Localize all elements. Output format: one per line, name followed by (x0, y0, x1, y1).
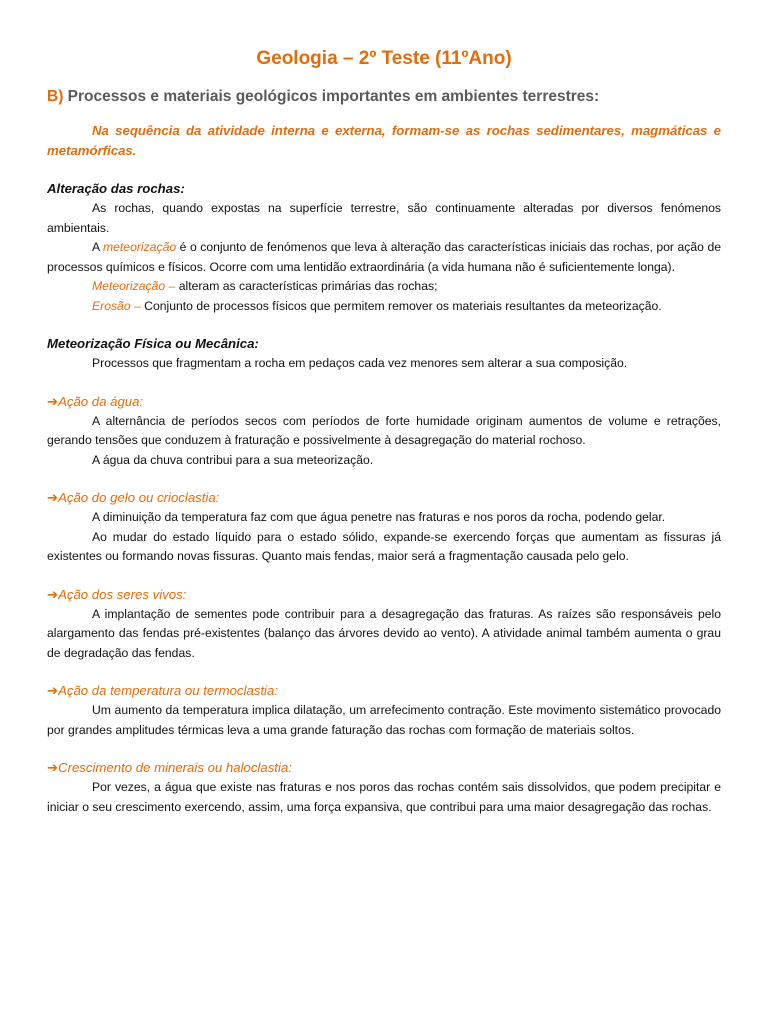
gelo-paragraph-1: A diminuição da temperatura faz com que água penetre nas fraturas e nos poros da rocha, podendo gelar. (92, 510, 666, 524)
arrow-right-icon: ➔ (47, 393, 59, 409)
gelo-paragraph-2: Ao mudar do estado líquido para o estado sólido, expande-se exercendo forças que aumentam as fissuras já existentes ou formando novas fissuras. Quanto mais fendas, maior será a fragmentação causada pelo gelo. (47, 529, 721, 563)
meteorizacao-term: meteorização (102, 240, 177, 254)
section-label: B) (47, 88, 64, 105)
seres-section (47, 585, 721, 664)
temperatura-paragraph-1: Um aumento da temperatura implica dilatação, um arrefecimento contração. Este movimento sistemático provocado por grandes amplitudes térmicas leva a uma grande faturação das rochas com formação de materiais soltos. (47, 703, 721, 737)
seres-paragraph-1: A implantação de sementes pode contribuir para a desagregação das fraturas. As raízes são responsáveis pelo alargamento das fendas pré-existentes (balanço das árvores devido ao vento). A atividade animal também aumenta o grau de degradação das fendas. (47, 606, 721, 660)
alteracao-section (47, 179, 721, 316)
alteracao-paragraph-1: As rochas, quando expostas na superfície terrestre, são continuamente alteradas por diversos fenómenos ambientais. (47, 201, 721, 235)
alteracao-paragraph-2 (47, 238, 721, 277)
intro-paragraph: Na sequência da atividade interna e externa, formam-se as rochas sedimentares, magmáticas e metamórficas. (47, 123, 721, 158)
arrow-right-icon: ➔ (47, 490, 59, 505)
definition-meteorizacao (47, 277, 721, 297)
definition-meteorizacao-term: Meteorização – (92, 279, 176, 293)
arrow-right-icon: ➔ (47, 683, 59, 698)
definition-meteorizacao-text: alteram as características primárias das rochas; (175, 279, 438, 293)
document-title: Geologia – 2º Teste (11ºAno) (256, 48, 512, 69)
agua-section (47, 392, 721, 471)
temperatura-section (47, 681, 721, 740)
minerais-paragraph-1: Por vezes, a água que existe nas fraturas e nos poros das rochas contém sais dissolvidos, que podem precipitar e iniciar o seu crescimento exercendo, assim, uma força expansiva, que contribui para uma maior desagregação das rochas. (47, 780, 721, 814)
minerais-heading (47, 758, 721, 778)
arrow-right-icon: ➔ (47, 760, 59, 775)
seres-heading (47, 585, 721, 605)
agua-paragraph-1: A alternância de períodos secos com períodos de forte humidade originam aumentos de volume e retrações, gerando tensões que conduzem à fraturação e possivelmente à desagregação do material rochoso. (47, 413, 721, 447)
minerais-section (47, 758, 721, 817)
arrow-right-icon: ➔ (47, 586, 59, 602)
gelo-heading (47, 488, 721, 508)
fisica-paragraph-1: Processos que fragmentam a rocha em pedaços cada vez menores sem alterar a sua composição. (92, 356, 628, 370)
gelo-heading-text: Ação do gelo ou crioclastia: (58, 490, 220, 505)
agua-paragraph-2: A água da chuva contribui para a sua meteorização. (92, 452, 374, 467)
temperatura-heading-text: Ação da temperatura ou termoclastia: (58, 683, 278, 698)
gelo-section (47, 488, 721, 567)
agua-heading (47, 392, 721, 412)
temperatura-heading (47, 681, 721, 701)
definition-erosao (47, 297, 721, 317)
alteracao-p2-pre: A (92, 240, 103, 254)
alteracao-p2-post: é o conjunto de fenómenos que leva à alteração das características iniciais das rochas, por ação de processos químicos e físicos. Ocorre com uma lentidão extraordinária (a vida humana não é suficientemente longa). (47, 240, 722, 274)
fisica-section (47, 334, 721, 374)
section-heading (47, 87, 721, 107)
alteracao-heading: Alteração das rochas: (47, 181, 185, 196)
seres-heading-text: Ação dos seres vivos: (58, 586, 187, 602)
fisica-heading: Meteorização Física ou Mecânica: (47, 336, 259, 351)
definition-erosao-text: Conjunto de processos físicos que permitem remover os materiais resultantes da meteorização. (140, 298, 662, 313)
definition-erosao-term: Erosão – (92, 298, 141, 313)
section-text: Processos e materiais geológicos importantes em ambientes terrestres: (67, 88, 600, 105)
minerais-heading-text: Crescimento de minerais ou haloclastia: (58, 760, 292, 775)
agua-heading-text: Ação da água: (58, 393, 144, 409)
